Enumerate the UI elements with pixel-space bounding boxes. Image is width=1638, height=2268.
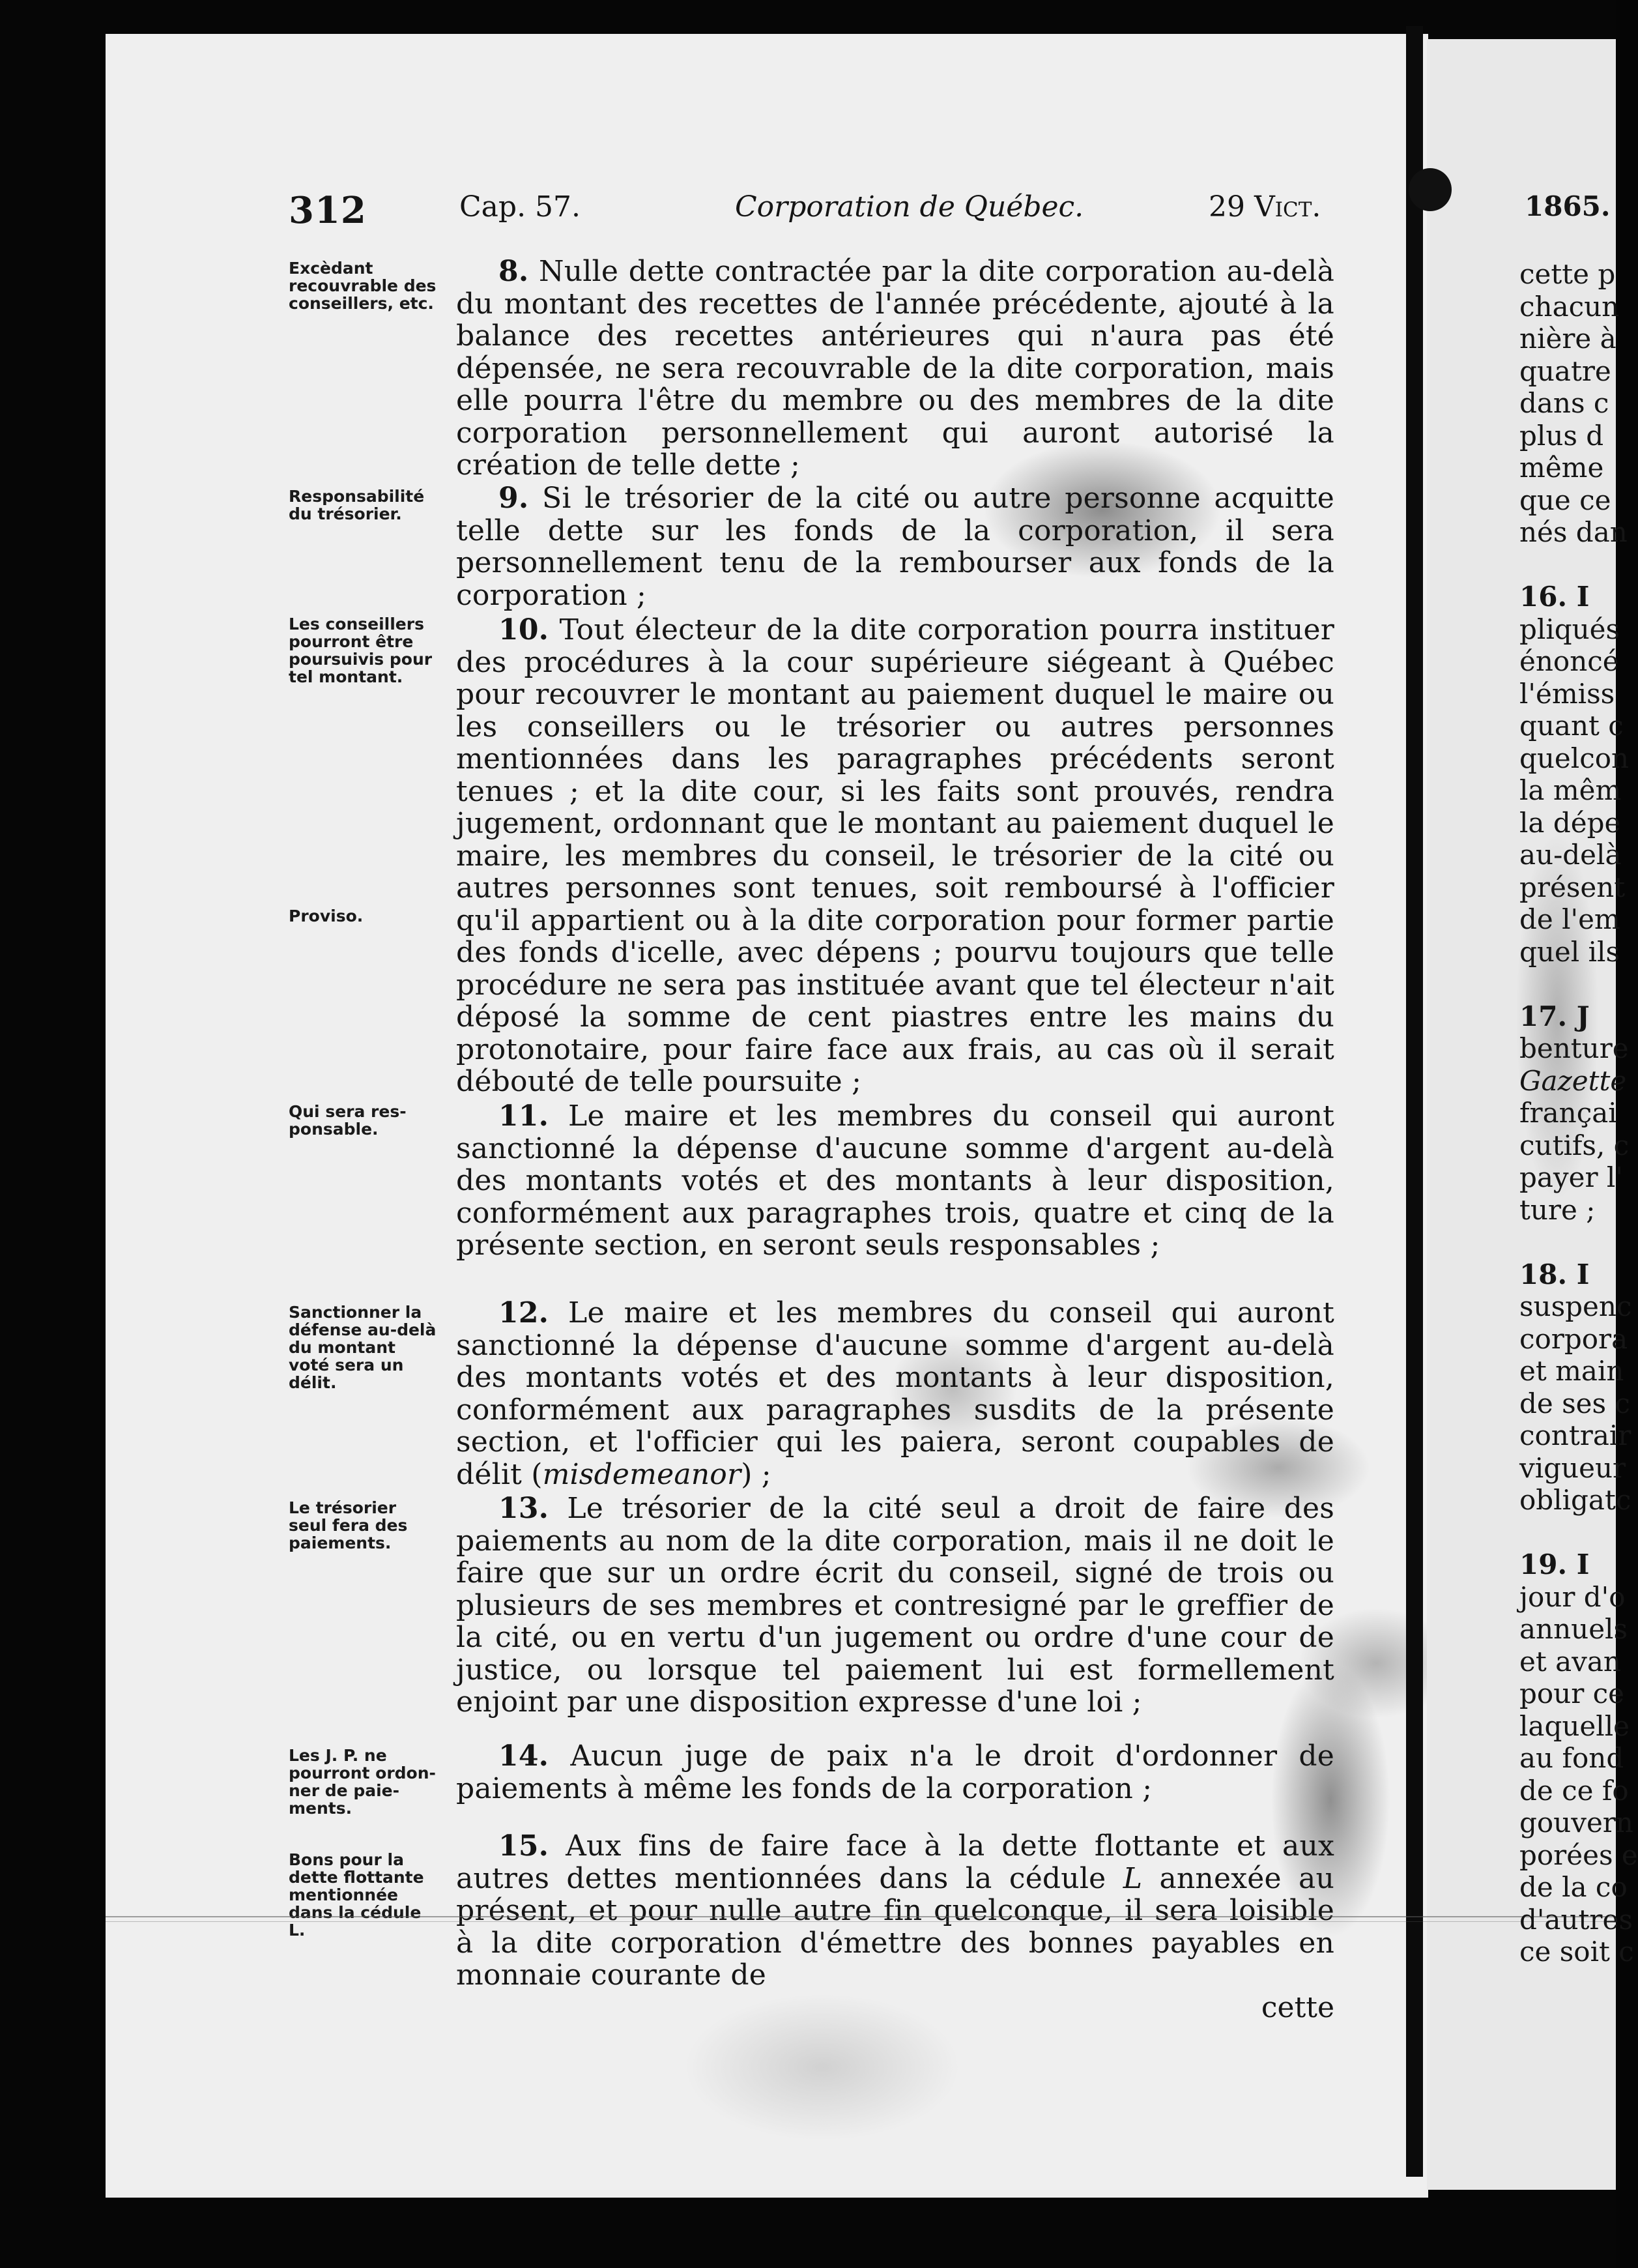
section-8 [456, 255, 1334, 482]
section-10 [456, 614, 1334, 1098]
facing-page-line: dans c [1519, 387, 1609, 419]
facing-page-line: chacun [1519, 290, 1620, 323]
facing-page-line: la mêm [1519, 774, 1622, 806]
facing-page-line: l'émiss [1519, 677, 1615, 710]
facing-page-line: contrair [1519, 1419, 1631, 1451]
facing-page-line [1519, 549, 1617, 581]
facing-page-line: même [1519, 452, 1604, 484]
facing-page-line: quelcon [1519, 742, 1630, 774]
facing-page-line: de la co [1519, 1871, 1628, 1903]
binding-mark [1409, 168, 1452, 211]
margin-note-12: Sanctionner la défense au-delà du montant voté sera un délit. [289, 1303, 437, 1392]
facing-page-line: énoncé [1519, 645, 1619, 677]
facing-page-line: de ses c [1519, 1387, 1630, 1419]
facing-page-line: de ce fo [1519, 1774, 1629, 1807]
facing-page-line: laquelle [1519, 1709, 1630, 1742]
facing-page-line: cette p [1519, 258, 1616, 290]
regnal-year: 29 Vict. [1209, 190, 1321, 224]
facing-page-line: porées e [1519, 1839, 1638, 1871]
facing-page-line: Gazette [1519, 1064, 1627, 1097]
facing-page-line [1519, 1517, 1617, 1549]
section-number: 11. [498, 1099, 549, 1133]
facing-page-line: pour ce [1519, 1678, 1625, 1709]
facing-page-line: nière à [1519, 323, 1616, 355]
section-9 [456, 482, 1334, 611]
margin-note-15: Bons pour la dette flottante mentionnée dans la cédule L. [289, 1850, 424, 1940]
facing-page-line: françai [1519, 1097, 1617, 1129]
facing-page-line: 17. J [1519, 1000, 1590, 1032]
scan-artifact-line [106, 1916, 1616, 1922]
facing-page-line: vigueur [1519, 1451, 1626, 1484]
facing-page-line: payer l' [1519, 1161, 1623, 1193]
page-number: 312 [289, 189, 367, 232]
section-number: 10. [498, 613, 549, 647]
facing-page-line: 16. I [1519, 581, 1590, 613]
section-text: Le maire et les membres du conseil qui auront sanctionné la dépense d'aucune somme d'argent au-delà des montants votés et des montants à leur disposition, conformément aux paragraphes trois, quatre et cinq de la présente section, en seront seuls responsables ; [456, 1099, 1335, 1262]
facing-page-line: et main [1519, 1355, 1624, 1387]
section-11 [456, 1100, 1334, 1262]
facing-page-line: présent [1519, 871, 1626, 903]
margin-note-13: Le trésorier seul fera des paiements. [289, 1498, 408, 1552]
book-gutter [1406, 26, 1423, 2177]
facing-page-line: nés dan [1519, 516, 1628, 548]
catchword: cette [1261, 1990, 1334, 2024]
section-proviso-text: pourvu toujours que telle procédure ne sera pas instituée avant que tel électeur n'ait déposé la somme de cent piastres entre les mains du protonotaire, pour faire face aux frais, au cas où il serait débouté de telle poursuite ; [456, 936, 1334, 1098]
margin-note-11: Qui sera res- ponsable. [289, 1102, 407, 1139]
section-15 [456, 1830, 1334, 2024]
section-text: Si le trésorier de la cité ou autre personne acquitte telle dette sur les fonds de la corporation, il sera personnellement tenu de la rembourser aux fonds de la corporation ; [456, 482, 1334, 612]
facing-page-line: gouvern [1519, 1807, 1633, 1839]
facing-page-line: 19. I [1519, 1548, 1590, 1580]
section-text: Aucun juge de paix n'a le droit d'ordonner de paiements à même les fonds de la corporation ; [456, 1739, 1335, 1805]
facing-page-line: pliqués [1519, 613, 1620, 645]
section-text: Le trésorier de la cité seul a droit de faire des paiements au nom de la dite corporation, mais il ne doit le faire que sur un ordre écrit du conseil, signé de trois ou plusieurs de ses membres et contresigné par le greffier de la cité, ou en vertu d'un jugement ou ordre d'une cour de justice, ou lorsque tel paiement lui est formellement enjoint par une disposition expresse d'une loi ; [456, 1492, 1334, 1719]
section-text: Aux fins de faire face à la dette flottante et aux autres dettes mentionnées dans la cédule [456, 1829, 1335, 1895]
margin-note-10: Les conseillers pourront être poursuivis pour tel montant. [289, 615, 433, 686]
facing-page-line: ce soit c [1519, 1936, 1634, 1968]
facing-page-line: la dépe [1519, 806, 1621, 839]
section-number: 13. [498, 1492, 549, 1525]
facing-page-line: benture [1519, 1032, 1629, 1064]
section-italic-term: misdemeanor [542, 1457, 741, 1491]
facing-page-line: que ce [1519, 484, 1611, 516]
section-number: 8. [498, 255, 529, 288]
facing-page-line: obligatc [1519, 1484, 1631, 1516]
facing-page-line: cutifs, c [1519, 1129, 1630, 1161]
facing-page-text [1519, 258, 1638, 1968]
margin-note-9: Responsabilité du trésorier. [289, 487, 425, 523]
facing-page-line: corpora [1519, 1322, 1628, 1355]
facing-page-line: plus d [1519, 419, 1604, 452]
proviso-note: Proviso. [289, 907, 364, 925]
section-number: 12. [498, 1296, 549, 1330]
section-text: Le maire et les membres du conseil qui auront sanctionné la dépense d'aucune somme d'argent au-delà des montants votés et des montants à leur disposition, conformément aux paragraphes susdits de la présente section, et l'officier qui les paiera, seront coupables de délit ( [456, 1296, 1335, 1491]
section-text: Tout électeur de la dite corporation pourra instituer des procédures à la cour supérieure siégeant à Québec pour recouvrer le montant au paiement duquel le maire ou les conseillers ou le trésorier ou autres personnes mentionnées dans les paragraphes précédents seront tenues ; et la dite cour, si les faits sont prouvés, rendra jugement, ordonnant que le montant au paiement duquel le maire, les membres du conseil, le trésorier de la cité ou autres personnes sont tenues, soit remboursé à l'officier qu'il appartient ou à la dite corporation pour former partie des fonds d'icelle, avec dépens ; [456, 613, 1334, 969]
section-number: 14. [498, 1739, 549, 1773]
facing-page-line: jour d'o [1519, 1580, 1626, 1613]
facing-page-line: au-delà [1519, 839, 1622, 871]
section-text-end: ) ; [741, 1457, 771, 1491]
section-12 [456, 1297, 1334, 1490]
schedule-letter: L [1123, 1861, 1143, 1895]
section-text-end: annexée au présent, et pour nulle autre fin quelconque, il sera loisible à la dite corporation d'émettre des bonnes payables en monnaie courante de [456, 1861, 1334, 1992]
section-number: 9. [498, 482, 529, 515]
facing-page-line: quant c [1519, 710, 1624, 742]
facing-page-line: annuels [1519, 1613, 1628, 1645]
chapter-label: Cap. 57. [459, 190, 581, 224]
section-text: Nulle dette contractée par la dite corporation au-delà du montant des recettes de l'année précédente, ajouté à la balance des recettes antérieures qui n'aura pas été dépensée, ne sera recouvrable de la dite corporation, mais elle pourra l'être du membre ou des membres de la dite corporation personnellement qui auront autorisé la création de telle dette ; [456, 255, 1334, 482]
facing-page-line: et avan [1519, 1645, 1621, 1678]
margin-note-8: Excèdant recouvrable des conseillers, etc. [289, 259, 437, 313]
facing-page-line: d'autres [1519, 1903, 1633, 1936]
facing-page-line: suspenc [1519, 1290, 1632, 1322]
facing-page-line: quatre [1519, 355, 1611, 387]
facing-page-line: 18. I [1519, 1258, 1590, 1290]
facing-page-line [1519, 968, 1617, 1000]
facing-page-line: de l'em [1519, 903, 1620, 935]
facing-page-year: 1865. [1525, 190, 1611, 222]
margin-note-14: Les J. P. ne pourront ordon- ner de paie- ments. [289, 1746, 436, 1818]
facing-page-line: ture ; [1519, 1193, 1596, 1226]
section-number: 15. [498, 1829, 549, 1863]
facing-page-line [1519, 1226, 1617, 1258]
running-title: Corporation de Québec. [735, 190, 1084, 224]
section-13 [456, 1492, 1334, 1719]
facing-page-line: quel ils [1519, 935, 1620, 968]
section-14 [456, 1740, 1334, 1805]
facing-page-line: au fond [1519, 1742, 1624, 1774]
